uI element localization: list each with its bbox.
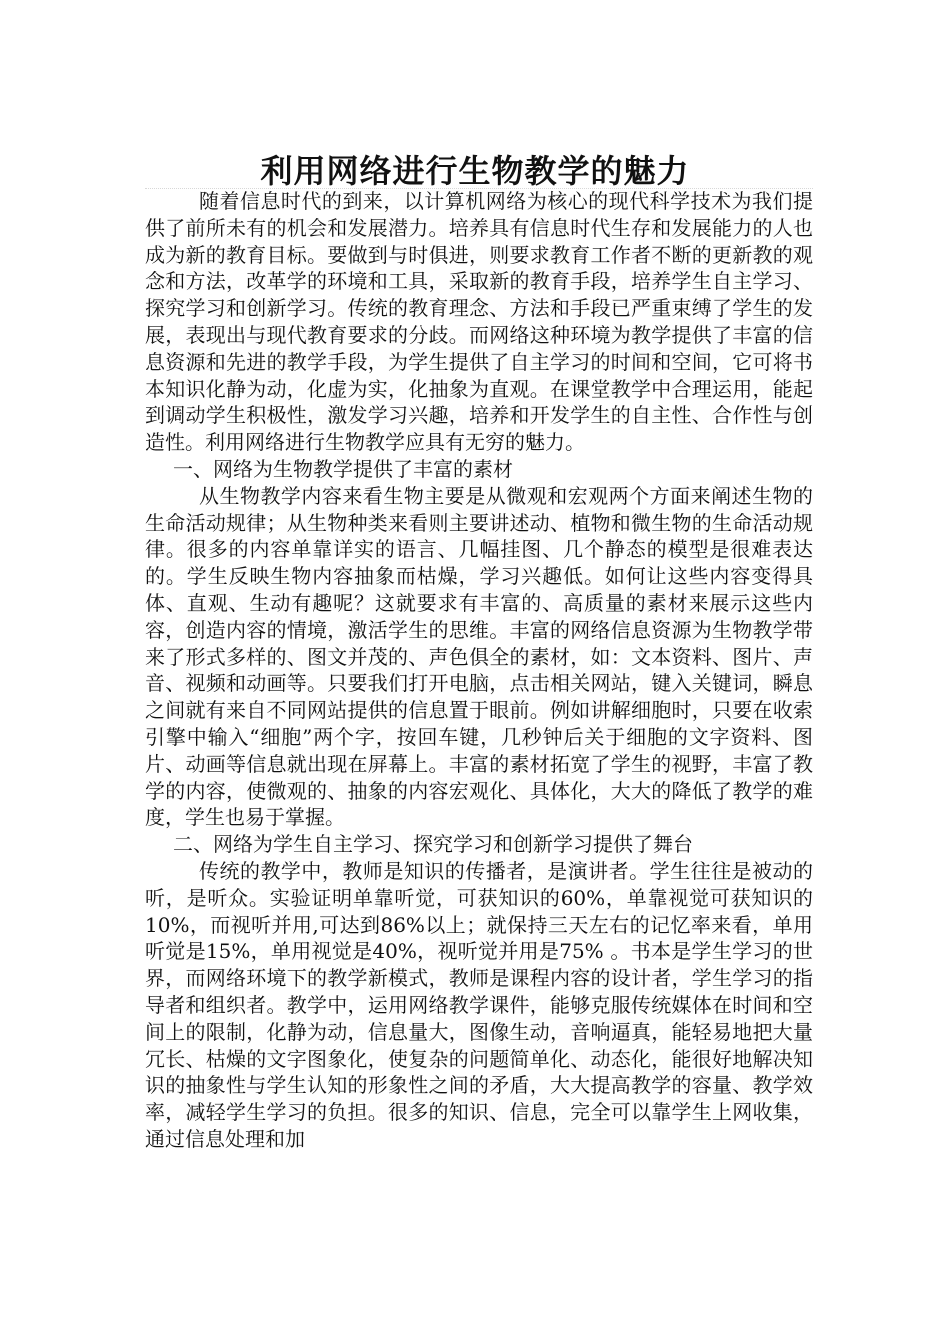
paragraph-intro: 随着信息时代的到来，以计算机网络为核心的现代科学技术为我们提供了前所未有的机会和发展潜力。培养具有信息时代生存和发展能力的人也成为新的教育目标。要做到与时俱进，则要求教育工作者不断的更新教的观念和方法，改革学的环境和工具，采取新的教育手段，培养学生自主学习、探究学习和创新学习。传统的教育理念、方法和手段已严重束缚了学生的发展，表现出与现代教育要求的分歧。而网络这种环境为教学提供了丰富的信息资源和先进的教学手段，为学生提供了自主学习的时间和空间，它可将书本知识化静为动，化虚为实，化抽象为直观。在课堂教学中合理运用，能起到调动学生积极性，激发学习兴趣，培养和开发学生的自主性、合作性与创造性。利用网络进行生物教学应具有无穷的魅力。 (145, 189, 813, 455)
section-heading-2: 二、网络为学生自主学习、探究学习和创新学习提供了舞台 (173, 832, 693, 857)
document-body (145, 188, 813, 1153)
section-heading-1: 一、网络为生物教学提供了丰富的素材 (173, 456, 513, 481)
document-title: 利用网络进行生物教学的魅力 (260, 152, 690, 191)
paragraph-section-2: 传统的教学中，教师是知识的传播者，是演讲者。学生往往是被动的听，是听众。实验证明单靠听觉，可获知识的60%，单靠视觉可获知识的10%，而视听并用,可达到86%以上；就保持三天左右的记忆率来看，单用听觉是15%，单用视觉是40%，视听觉并用是75% 。书本是学生学习的世界，而网络环境下的教学新模式，教师是课程内容的设计者，学生学习的指导者和组织者。教学中，运用网络教学课件，能够克服传统媒体在时间和空间上的限制，化静为动，信息量大，图像生动，音响逼真，能轻易地把大量冗长、枯燥的文字图象化，使复杂的问题简单化、动态化，能很好地解决知识的抽象性与学生认知的形象性之间的矛盾，大大提高教学的容量、教学效率，减轻学生学习的负担。很多的知识、信息，完全可以靠学生上网收集，通过信息处理和加 (145, 858, 813, 1151)
paragraph-section-1: 从生物教学内容来看生物主要是从微观和宏观两个方面来阐述生物的生命活动规律；从生物种类来看则主要讲述动、植物和微生物的生命活动规律。很多的内容单靠详实的语言、几幅挂图、几个静态的模型是很难表达的。学生反映生物内容抽象而枯燥，学习兴趣低。如何让这些内容变得具体、直观、生动有趣呢？这就要求有丰富的、高质量的素材来展示这些内容，创造内容的情境，激活学生的思维。丰富的网络信息资源为生物教学带来了形式多样的、图文并茂的、声色俱全的素材，如：文本资料、图片、声音、视频和动画等。只要我们打开电脑，点击相关网站，键入关键词，瞬息之间就有来自不同网站提供的信息置于眼前。例如讲解细胞时，只要在收索引擎中输入“细胞”两个字，按回车键，几秒钟后关于细胞的文字资料、图片、动画等信息就出现在屏幕上。丰富的素材拓宽了学生的视野，丰富了教学的内容，使微观的、抽象的内容宏观化、具体化，大大的降低了教学的难度，学生也易于掌握。 (145, 483, 813, 830)
